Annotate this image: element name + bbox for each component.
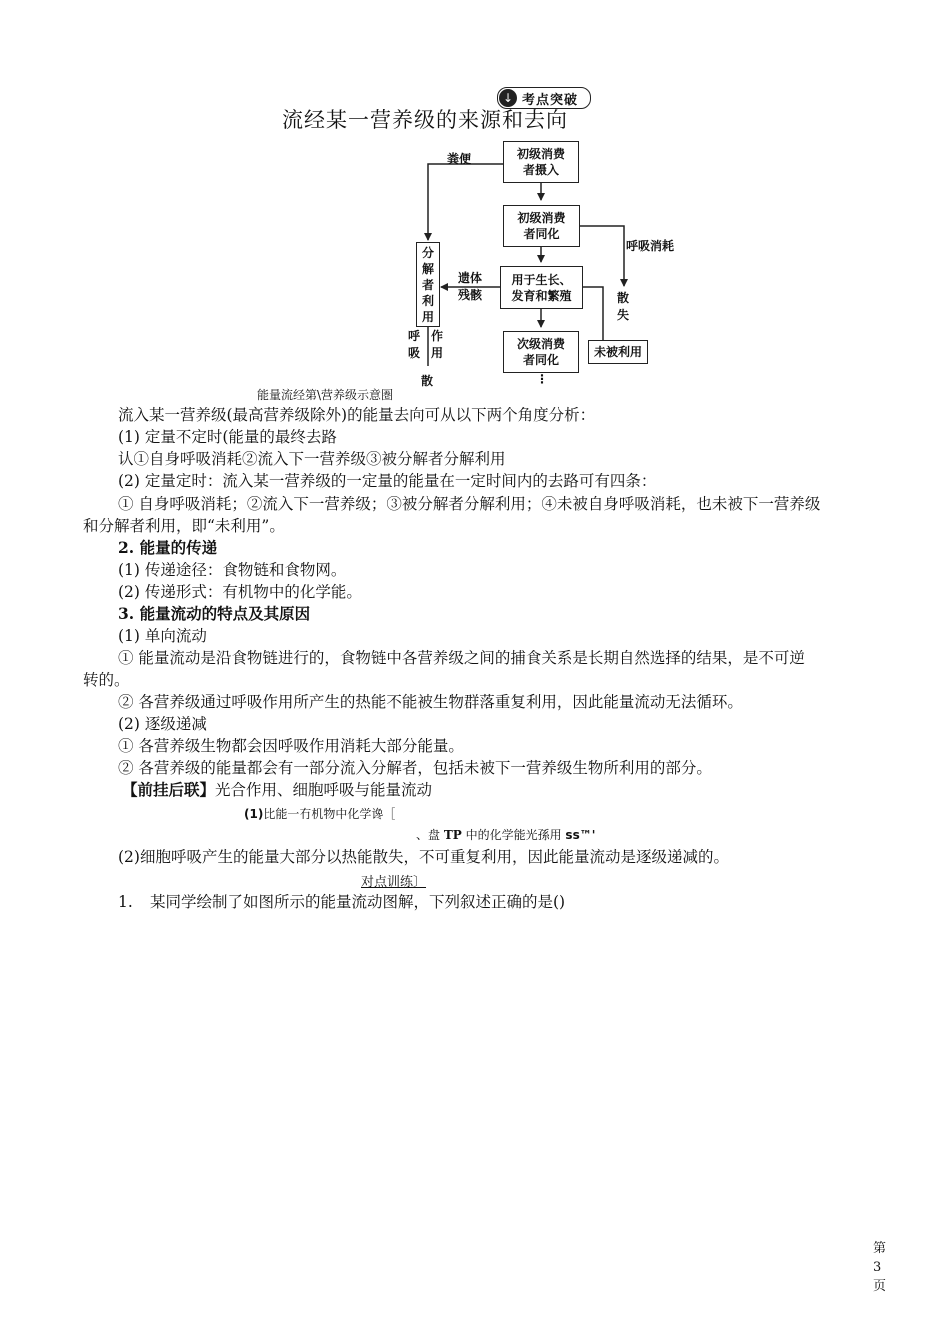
node-assimilation: 初级消费者同化 bbox=[503, 205, 580, 247]
note-part: ss™' bbox=[565, 828, 596, 842]
note-part: 、盘 bbox=[416, 828, 444, 842]
paragraph: (1) 传递途径：食物链和食物网。 bbox=[118, 561, 347, 579]
note-part: 中的化学能光孫用 bbox=[461, 828, 566, 842]
label-remains: 遗体残骸 bbox=[458, 271, 483, 302]
paragraph: (1) 单向流动 bbox=[118, 627, 207, 645]
paragraph: 转的。 bbox=[83, 671, 130, 689]
link-text: 光合作用、细胞呼吸与能量流动 bbox=[215, 781, 433, 799]
node-intake: 初级消费者摄入 bbox=[503, 141, 579, 183]
note-line-2 bbox=[416, 826, 595, 843]
paragraph: ① 能量流动是沿食物链进行的，食物链中各营养级之间的捕食关系是长期自然选择的结果，是不可逆 bbox=[118, 649, 805, 667]
label-scatter: 散 bbox=[421, 374, 434, 388]
paragraph: 认①自身呼吸消耗②流入下一营养级③被分解者分解利用 bbox=[118, 450, 506, 468]
paragraph: ① 自身呼吸消耗；②流入下一营养级；③被分解者分解利用；④未被自身呼吸消耗，也未被下一营养级 bbox=[118, 495, 821, 513]
line-growth-unused bbox=[583, 287, 603, 340]
diagram-caption: 能量流经第\营养级示意圏 bbox=[257, 388, 394, 402]
arrow-respiration bbox=[580, 226, 624, 286]
paragraph: 流入某一营养级(最高营养级除外)的能量去向可从以下两个角度分析： bbox=[118, 406, 596, 424]
diagram-title: 流经某一营养级的来源和去向 bbox=[282, 108, 568, 132]
label-respiration: 呼吸消耗 bbox=[626, 239, 675, 253]
node-next-level: 次级消费者同化 bbox=[503, 331, 579, 373]
arrow-feces bbox=[428, 164, 503, 240]
paragraph: ② 各营养级的能量都会有一部分流入分解者，包括未被下一营养级生物所利用的部分。 bbox=[118, 759, 712, 777]
page-number: 第 3 页 bbox=[873, 1241, 887, 1294]
label-respiration-col1: 呼吸 bbox=[408, 329, 421, 360]
paragraph: (2) 逐级递减 bbox=[118, 715, 207, 733]
link-paragraph bbox=[122, 779, 432, 801]
node-growth: 用于生长、发育和繁殖 bbox=[500, 266, 583, 309]
question-text: 某同学绘制了如图所示的能量流动图解，下列叙述正确的是() bbox=[150, 893, 566, 911]
label-feces: 粪便 bbox=[447, 152, 472, 166]
note-line-1 bbox=[244, 805, 395, 822]
down-arrow-icon: ↓ bbox=[499, 89, 517, 107]
paragraph: ① 各营养级生物都会因呼吸作用消耗大部分能量。 bbox=[118, 737, 464, 755]
note-text: 比能一冇机物中化学谗［ bbox=[263, 807, 396, 821]
question-number: 1. bbox=[118, 893, 133, 911]
section-heading: 2. 能量的传递 bbox=[118, 538, 218, 557]
training-heading: 对点训练〕 bbox=[361, 875, 427, 890]
label-ellipsis: ⋮ bbox=[536, 372, 548, 386]
paragraph: 和分解者利用，即“未利用”。 bbox=[83, 517, 285, 535]
paragraph: (2) 传递形式：有机物中的化学能。 bbox=[118, 583, 362, 601]
link-label: 【前挂后联】 bbox=[122, 780, 216, 799]
paragraph: ② 各营养级通过呼吸作用所产生的热能不能被生物群落重复利用，因此能量流动无法循环。 bbox=[118, 693, 743, 711]
section-heading: 3. 能量流动的特点及其原因 bbox=[118, 604, 311, 623]
label-respiration-col2: 作用 bbox=[431, 329, 444, 360]
label-dissipate: 散失 bbox=[617, 291, 630, 322]
energy-flow-diagram bbox=[0, 0, 950, 400]
paragraph: (2)细胞呼吸产生的能量大部分以热能散失，不可重复利用，因此能量流动是逐级递减的。 bbox=[118, 848, 729, 866]
node-unused: 未被利用 bbox=[588, 340, 648, 364]
node-decomposer: 分解者利用 bbox=[416, 242, 440, 327]
paragraph: (1) 定量不定时(能量的最终去路 bbox=[118, 428, 337, 446]
badge-label: 考点突破 bbox=[522, 93, 579, 108]
note-prefix: (1) bbox=[244, 807, 264, 821]
paragraph: (2) 定量定时：流入某一营养级的一定量的能量在一定时间内的去路可有四条： bbox=[118, 472, 657, 490]
note-part: TP bbox=[443, 828, 462, 842]
